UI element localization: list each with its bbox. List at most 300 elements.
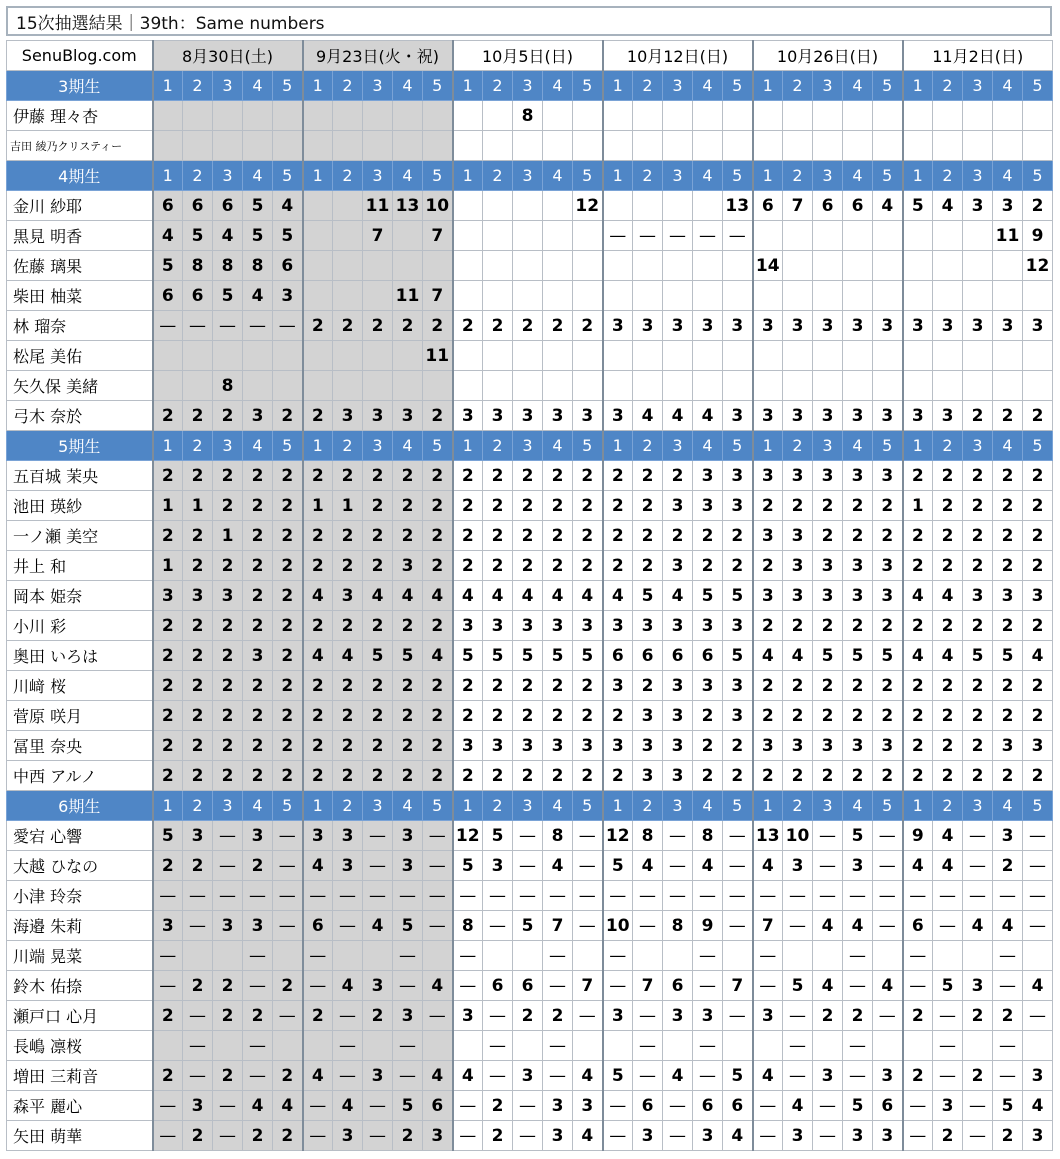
result-cell: 2 xyxy=(483,1091,513,1121)
result-cell xyxy=(393,341,423,371)
result-cell: 3 xyxy=(363,401,393,431)
result-cell xyxy=(933,941,963,971)
member-name: 愛宕 心響 xyxy=(7,821,153,851)
result-cell: 2 xyxy=(903,671,933,701)
result-cell: 5 xyxy=(483,641,513,671)
result-cell: 1 xyxy=(153,491,183,521)
result-cell: 4 xyxy=(603,581,633,611)
result-cell: 2 xyxy=(363,761,393,791)
result-cell: 2 xyxy=(543,551,573,581)
slot-number: 2 xyxy=(633,161,663,191)
slot-number: 1 xyxy=(303,791,333,821)
result-cell: 4 xyxy=(663,1061,693,1091)
result-cell: — xyxy=(783,1001,813,1031)
result-cell: — xyxy=(603,1121,633,1151)
result-cell: 2 xyxy=(903,731,933,761)
result-cell xyxy=(453,191,483,221)
result-cell: 2 xyxy=(963,701,993,731)
result-cell: — xyxy=(273,1001,303,1031)
result-cell: 2 xyxy=(153,851,183,881)
result-cell xyxy=(483,371,513,401)
result-cell xyxy=(573,131,603,161)
result-cell xyxy=(273,101,303,131)
result-cell xyxy=(1023,1031,1053,1061)
result-cell xyxy=(813,101,843,131)
slot-number: 2 xyxy=(333,791,363,821)
result-cell: 2 xyxy=(213,971,243,1001)
result-cell: 8 xyxy=(213,371,243,401)
result-cell: 3 xyxy=(843,851,873,881)
generation-label: 4期生 xyxy=(7,161,153,191)
result-cell: 2 xyxy=(543,311,573,341)
result-cell: 3 xyxy=(813,551,843,581)
result-cell: 3 xyxy=(663,761,693,791)
result-cell: 2 xyxy=(213,611,243,641)
result-cell: 8 xyxy=(543,821,573,851)
result-cell: 4 xyxy=(753,851,783,881)
result-cell: 3 xyxy=(663,611,693,641)
result-cell: 2 xyxy=(213,671,243,701)
result-cell: 2 xyxy=(333,671,363,701)
member-name: 瀬戸口 心月 xyxy=(7,1001,153,1031)
result-cell: 3 xyxy=(873,551,903,581)
result-cell: 2 xyxy=(603,761,633,791)
result-cell: 2 xyxy=(333,701,363,731)
result-cell: 6 xyxy=(513,971,543,1001)
result-cell: — xyxy=(903,941,933,971)
result-cell: 5 xyxy=(363,641,393,671)
result-cell: — xyxy=(1023,1001,1053,1031)
result-cell: 2 xyxy=(183,971,213,1001)
result-cell xyxy=(753,101,783,131)
result-cell: 2 xyxy=(963,521,993,551)
result-cell: 3 xyxy=(513,1061,543,1091)
result-cell: 2 xyxy=(633,671,663,701)
result-cell: 3 xyxy=(513,401,543,431)
result-cell: 4 xyxy=(303,581,333,611)
result-cell: — xyxy=(453,881,483,911)
slot-number: 1 xyxy=(753,791,783,821)
result-cell xyxy=(603,101,633,131)
result-cell: 2 xyxy=(393,311,423,341)
result-cell: — xyxy=(183,1001,213,1031)
member-row xyxy=(7,281,1053,311)
generation-label: 6期生 xyxy=(7,791,153,821)
result-cell: — xyxy=(693,1031,723,1061)
result-cell: 3 xyxy=(393,551,423,581)
result-cell: 2 xyxy=(693,521,723,551)
result-cell xyxy=(483,941,513,971)
result-cell: 6 xyxy=(273,251,303,281)
result-cell: 3 xyxy=(363,1061,393,1091)
result-cell: — xyxy=(993,971,1023,1001)
result-cell: 3 xyxy=(483,731,513,761)
slot-number: 3 xyxy=(213,161,243,191)
result-cell xyxy=(423,251,453,281)
result-cell: 8 xyxy=(243,251,273,281)
result-cell: 2 xyxy=(243,731,273,761)
result-cell: — xyxy=(183,1031,213,1061)
slot-number: 4 xyxy=(393,71,423,101)
result-cell: 2 xyxy=(183,551,213,581)
slot-number: 2 xyxy=(633,71,663,101)
result-cell: 5 xyxy=(213,281,243,311)
result-cell: 4 xyxy=(753,1061,783,1091)
result-cell: — xyxy=(513,881,543,911)
result-cell: 5 xyxy=(993,1091,1023,1121)
member-name: 奥田 いろは xyxy=(7,641,153,671)
result-cell: 4 xyxy=(453,581,483,611)
member-row xyxy=(7,671,1053,701)
slot-number: 1 xyxy=(153,431,183,461)
result-cell: 1 xyxy=(153,551,183,581)
result-cell: 2 xyxy=(303,521,333,551)
result-cell: 2 xyxy=(1023,611,1053,641)
member-name: 黒見 明香 xyxy=(7,221,153,251)
result-cell: 3 xyxy=(783,401,813,431)
result-cell: 2 xyxy=(843,491,873,521)
result-cell: 4 xyxy=(483,581,513,611)
result-cell: 3 xyxy=(693,671,723,701)
result-cell: 2 xyxy=(543,671,573,701)
result-cell xyxy=(903,1031,933,1061)
result-cell: 4 xyxy=(693,401,723,431)
result-cell: 3 xyxy=(213,581,243,611)
result-cell: 2 xyxy=(183,701,213,731)
result-cell: 2 xyxy=(363,491,393,521)
result-cell: 5 xyxy=(183,221,213,251)
result-cell: 3 xyxy=(663,311,693,341)
result-cell: 2 xyxy=(843,611,873,641)
result-cell: 2 xyxy=(513,701,543,731)
result-cell: 6 xyxy=(873,1091,903,1121)
result-cell: 2 xyxy=(153,521,183,551)
result-cell xyxy=(303,221,333,251)
result-cell xyxy=(573,371,603,401)
result-cell: 3 xyxy=(333,581,363,611)
result-cell: 2 xyxy=(153,1061,183,1091)
result-cell: 3 xyxy=(393,851,423,881)
result-cell: 6 xyxy=(213,191,243,221)
result-cell: — xyxy=(1023,881,1053,911)
result-cell xyxy=(693,191,723,221)
result-cell: 5 xyxy=(843,821,873,851)
result-cell: 2 xyxy=(1023,551,1053,581)
result-cell: — xyxy=(333,1031,363,1061)
result-cell xyxy=(843,221,873,251)
result-cell: 2 xyxy=(663,461,693,491)
result-cell: 2 xyxy=(813,701,843,731)
result-cell: 3 xyxy=(183,821,213,851)
result-cell: 4 xyxy=(333,1091,363,1121)
result-cell: 4 xyxy=(453,1061,483,1091)
result-cell xyxy=(483,221,513,251)
result-cell: 2 xyxy=(693,731,723,761)
member-row xyxy=(7,641,1053,671)
result-cell: — xyxy=(873,851,903,881)
result-cell xyxy=(993,341,1023,371)
result-cell: — xyxy=(873,821,903,851)
result-cell: — xyxy=(363,821,393,851)
result-cell: 5 xyxy=(453,641,483,671)
result-cell: 3 xyxy=(873,1121,903,1151)
result-cell: 2 xyxy=(813,671,843,701)
result-cell: 2 xyxy=(693,551,723,581)
result-cell: 4 xyxy=(663,581,693,611)
result-cell xyxy=(663,281,693,311)
result-cell xyxy=(813,281,843,311)
generation-label: 5期生 xyxy=(7,431,153,461)
result-cell xyxy=(303,251,333,281)
result-cell: 2 xyxy=(273,581,303,611)
result-cell: 2 xyxy=(663,521,693,551)
result-cell: 3 xyxy=(663,551,693,581)
result-cell: 7 xyxy=(363,221,393,251)
generation-header-row xyxy=(7,791,1053,821)
result-cell xyxy=(183,131,213,161)
result-cell: 8 xyxy=(663,911,693,941)
result-cell: — xyxy=(243,1031,273,1061)
result-cell: 3 xyxy=(693,1001,723,1031)
result-cell: 3 xyxy=(813,1061,843,1091)
result-cell: 3 xyxy=(393,1001,423,1031)
result-cell: 2 xyxy=(513,311,543,341)
result-cell xyxy=(483,101,513,131)
result-cell: 8 xyxy=(693,821,723,851)
result-cell: 4 xyxy=(873,971,903,1001)
result-cell xyxy=(933,281,963,311)
result-cell: — xyxy=(453,941,483,971)
result-cell: 13 xyxy=(393,191,423,221)
result-cell: 2 xyxy=(303,731,333,761)
result-cell: 2 xyxy=(393,611,423,641)
result-cell: 2 xyxy=(213,461,243,491)
result-cell: 3 xyxy=(333,1121,363,1151)
result-cell: 2 xyxy=(573,551,603,581)
result-cell: — xyxy=(183,1061,213,1091)
result-cell: — xyxy=(273,851,303,881)
result-cell xyxy=(723,941,753,971)
result-cell: 2 xyxy=(603,461,633,491)
result-cell xyxy=(183,941,213,971)
date-header: 10月5日(日) xyxy=(453,41,603,71)
result-cell: — xyxy=(903,881,933,911)
result-cell: — xyxy=(543,881,573,911)
result-cell xyxy=(903,101,933,131)
result-cell xyxy=(183,101,213,131)
result-cell xyxy=(963,341,993,371)
result-cell: — xyxy=(723,881,753,911)
result-cell xyxy=(963,281,993,311)
result-cell: — xyxy=(633,911,663,941)
slot-number: 3 xyxy=(663,161,693,191)
result-cell: — xyxy=(423,911,453,941)
result-cell xyxy=(873,1031,903,1061)
result-cell: 2 xyxy=(903,461,933,491)
result-cell: — xyxy=(963,851,993,881)
result-cell: 2 xyxy=(573,521,603,551)
result-cell: — xyxy=(783,911,813,941)
result-cell xyxy=(783,281,813,311)
result-cell: 2 xyxy=(993,761,1023,791)
result-cell: 3 xyxy=(963,971,993,1001)
member-name: 中西 アルノ xyxy=(7,761,153,791)
result-cell: 2 xyxy=(1023,761,1053,791)
result-cell: 3 xyxy=(813,731,843,761)
result-cell: 5 xyxy=(483,821,513,851)
slot-number: 1 xyxy=(453,161,483,191)
result-cell: 3 xyxy=(573,401,603,431)
result-cell: 3 xyxy=(753,311,783,341)
result-cell xyxy=(783,371,813,401)
slot-number: 2 xyxy=(783,71,813,101)
result-cell: 4 xyxy=(633,851,663,881)
result-cell xyxy=(903,281,933,311)
result-cell xyxy=(963,101,993,131)
result-cell xyxy=(873,221,903,251)
slot-number: 1 xyxy=(903,791,933,821)
slot-number: 5 xyxy=(423,71,453,101)
result-cell xyxy=(963,371,993,401)
result-cell: 4 xyxy=(573,1121,603,1151)
result-cell: 2 xyxy=(573,491,603,521)
result-cell xyxy=(723,131,753,161)
results-table xyxy=(6,40,1053,1151)
result-cell xyxy=(1023,941,1053,971)
result-cell: 3 xyxy=(813,311,843,341)
result-cell: — xyxy=(213,851,243,881)
result-cell: 3 xyxy=(993,311,1023,341)
result-cell xyxy=(813,251,843,281)
result-cell: 5 xyxy=(513,911,543,941)
result-cell: 2 xyxy=(693,761,723,791)
result-cell: — xyxy=(543,971,573,1001)
result-cell xyxy=(933,101,963,131)
result-cell: 2 xyxy=(1023,401,1053,431)
slot-number: 2 xyxy=(183,71,213,101)
result-cell: 2 xyxy=(513,461,543,491)
result-cell: 3 xyxy=(993,731,1023,761)
result-cell: 2 xyxy=(183,611,213,641)
result-cell xyxy=(543,251,573,281)
slot-number: 4 xyxy=(393,791,423,821)
result-cell: — xyxy=(783,1031,813,1061)
result-cell xyxy=(1023,281,1053,311)
result-cell xyxy=(903,221,933,251)
result-cell: — xyxy=(663,1091,693,1121)
result-cell: 3 xyxy=(603,611,633,641)
slot-number: 4 xyxy=(993,791,1023,821)
result-cell xyxy=(483,281,513,311)
slot-number: 5 xyxy=(1023,431,1053,461)
date-header-row xyxy=(7,41,1053,71)
result-cell: 2 xyxy=(543,761,573,791)
result-cell: — xyxy=(933,1031,963,1061)
result-cell: 2 xyxy=(993,1001,1023,1031)
result-cell: 2 xyxy=(483,1121,513,1151)
result-cell: 2 xyxy=(933,461,963,491)
result-cell xyxy=(243,131,273,161)
result-cell: 2 xyxy=(963,401,993,431)
result-cell: 2 xyxy=(243,551,273,581)
slot-number: 1 xyxy=(603,791,633,821)
result-cell: 2 xyxy=(303,701,333,731)
member-name: 一ノ瀬 美空 xyxy=(7,521,153,551)
result-cell: 2 xyxy=(873,521,903,551)
result-cell: 3 xyxy=(633,761,663,791)
result-cell: 2 xyxy=(723,551,753,581)
slot-number: 4 xyxy=(693,431,723,461)
result-cell: 2 xyxy=(813,761,843,791)
result-cell: 3 xyxy=(1023,1121,1053,1151)
result-cell: 2 xyxy=(543,521,573,551)
result-cell xyxy=(483,251,513,281)
result-cell xyxy=(423,371,453,401)
result-cell xyxy=(693,281,723,311)
slot-number: 4 xyxy=(843,431,873,461)
slot-number: 3 xyxy=(963,161,993,191)
result-cell: — xyxy=(183,881,213,911)
result-cell: 2 xyxy=(153,671,183,701)
result-cell: 3 xyxy=(573,731,603,761)
result-cell xyxy=(483,341,513,371)
result-cell: 3 xyxy=(483,851,513,881)
result-cell: 3 xyxy=(753,401,783,431)
result-cell: 2 xyxy=(213,761,243,791)
result-cell: 3 xyxy=(603,401,633,431)
result-cell: 2 xyxy=(453,461,483,491)
result-cell xyxy=(273,131,303,161)
result-cell xyxy=(663,251,693,281)
result-cell: 6 xyxy=(603,641,633,671)
member-name: 冨里 奈央 xyxy=(7,731,153,761)
slot-number: 1 xyxy=(753,161,783,191)
result-cell: — xyxy=(573,821,603,851)
result-cell: 3 xyxy=(753,1001,783,1031)
result-cell xyxy=(483,131,513,161)
result-cell: — xyxy=(213,881,243,911)
result-cell xyxy=(843,101,873,131)
member-name: 柴田 柚菜 xyxy=(7,281,153,311)
slot-number: 5 xyxy=(723,71,753,101)
result-cell: 2 xyxy=(873,491,903,521)
result-cell: 6 xyxy=(183,281,213,311)
result-cell: 4 xyxy=(423,581,453,611)
member-name: 佐藤 璃果 xyxy=(7,251,153,281)
result-cell: — xyxy=(513,851,543,881)
member-row xyxy=(7,821,1053,851)
result-cell: 3 xyxy=(543,401,573,431)
result-cell: — xyxy=(513,821,543,851)
result-cell: 3 xyxy=(273,281,303,311)
result-cell: 2 xyxy=(333,551,363,581)
result-cell: 4 xyxy=(303,1061,333,1091)
result-cell: 2 xyxy=(273,461,303,491)
member-row xyxy=(7,1091,1053,1121)
member-name: 池田 瑛紗 xyxy=(7,491,153,521)
member-row xyxy=(7,311,1053,341)
result-cell: 3 xyxy=(663,491,693,521)
slot-number: 1 xyxy=(303,431,333,461)
result-cell: — xyxy=(933,881,963,911)
result-cell: 6 xyxy=(183,191,213,221)
result-cell: 5 xyxy=(153,251,183,281)
result-cell: 4 xyxy=(933,851,963,881)
result-cell xyxy=(303,1031,333,1061)
result-cell: 2 xyxy=(213,551,243,581)
result-cell: 2 xyxy=(813,521,843,551)
result-cell: 9 xyxy=(903,821,933,851)
